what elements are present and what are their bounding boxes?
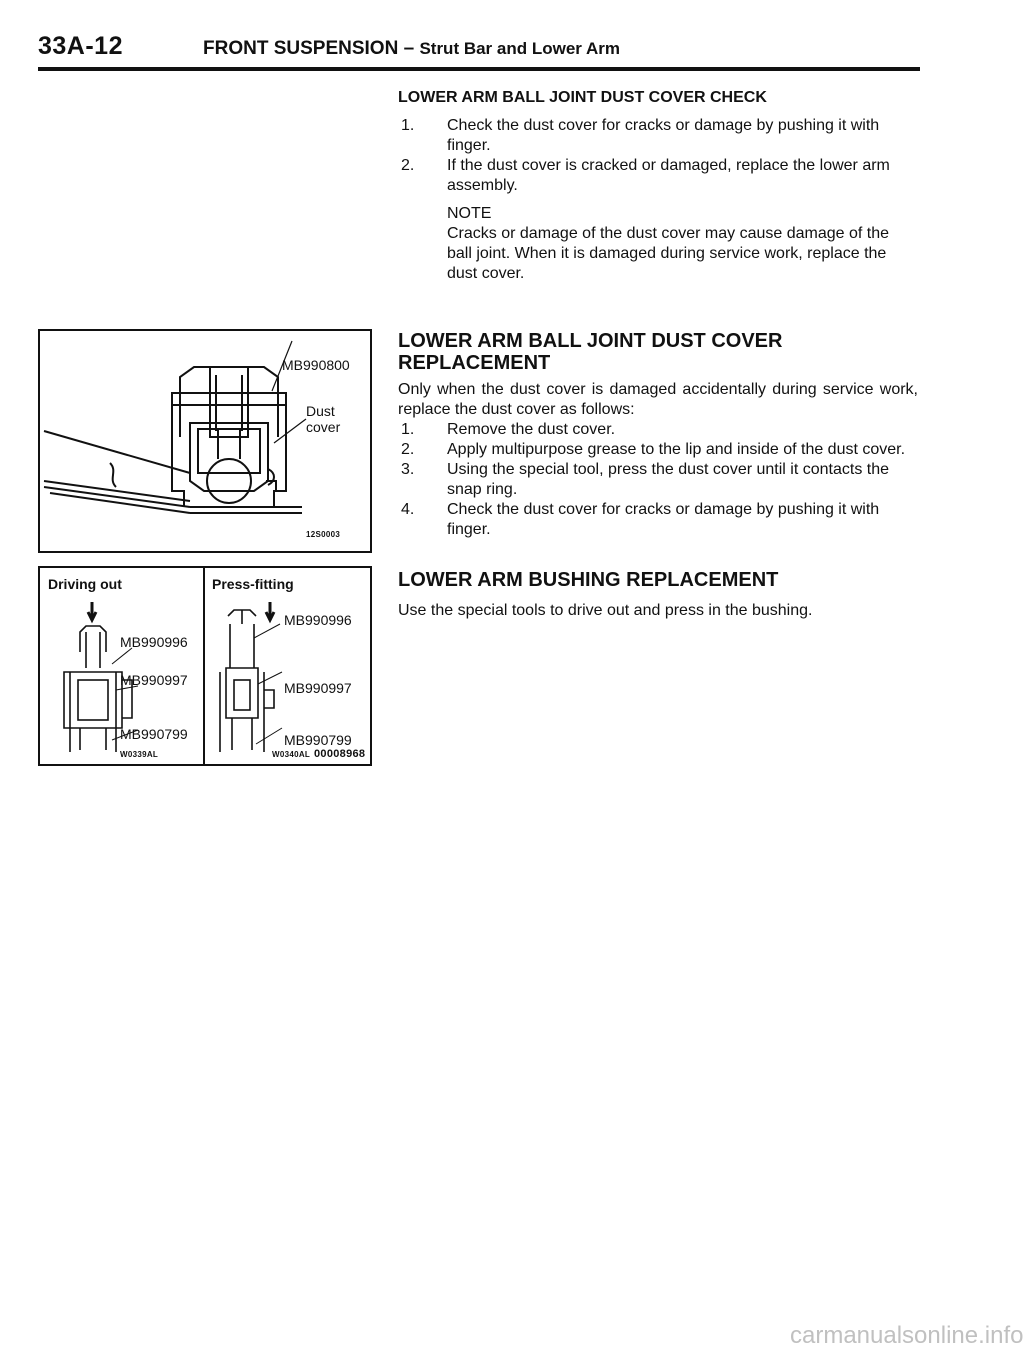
bushing-heading: LOWER ARM BUSHING REPLACEMENT [398,569,779,591]
step-number: 1. [401,421,415,438]
replacement-section [398,330,918,540]
figure-code: 12S0003 [306,530,341,539]
left-label-mb990996: MB990996 [120,634,188,650]
watermark: carmanualsonline.info [790,1322,1023,1349]
driving-out-title: Driving out [48,576,122,592]
replacement-step-2 [398,440,918,460]
left-label-mb990799: MB990799 [120,726,188,742]
right-figure-code-2: 00008968 [314,748,366,760]
step-number: 1. [401,117,415,134]
right-label-mb990997: MB990997 [284,680,352,696]
left-figure-code: W0339AL [120,750,159,759]
step-text: Remove the dust cover. [447,421,616,438]
step-text: Check the dust cover for cracks or damage by pushing it with finger. [447,501,880,538]
replacement-step-4 [398,500,918,540]
step-text: Apply multipurpose grease to the lip and inside of the dust cover. [447,441,906,458]
replacement-heading-line2: REPLACEMENT [398,352,551,374]
press-fitting-title: Press-fitting [212,576,294,592]
right-figure-code: W0340AL [272,750,311,759]
step-text: Using the special tool, press the dust cover until it contacts the snap ring. [447,461,890,498]
step-text: If the dust cover is cracked or damaged, replace the lower arm assembly. [447,157,890,194]
note-label: NOTE [447,205,492,222]
check-section [398,88,918,284]
tool-label: MB990800 [282,357,350,373]
step-number: 2. [401,441,415,458]
check-step-2 [398,156,918,196]
page-title [203,38,620,60]
right-label-mb990996: MB990996 [284,612,352,628]
replacement-step-1 [398,420,918,440]
page-header [38,32,920,70]
figure-bushing-tools [38,566,372,766]
right-label-mb990799: MB990799 [284,732,352,748]
title-dash: – [398,38,420,59]
step-number: 3. [401,461,415,478]
note-text: Cracks or damage of the dust cover may cause damage of the ball joint. When it is damaged during service work, replace the dust cover. [447,225,890,282]
note-block [398,204,918,284]
left-label-mb990997: MB990997 [120,672,188,688]
cover-label: cover [306,419,341,435]
header-rule [38,67,920,71]
check-heading: LOWER ARM BALL JOINT DUST COVER CHECK [398,89,767,106]
step-number: 2. [401,157,415,174]
figure-dust-cover-installation [38,329,372,553]
bushing-section [398,569,918,621]
check-step-1 [398,116,918,156]
page-number: 33A-12 [38,32,123,60]
step-number: 4. [401,501,415,518]
section-title: FRONT SUSPENSION [203,38,399,59]
step-text: Check the dust cover for cracks or damage by pushing it with finger. [447,117,880,154]
replacement-intro: Only when the dust cover is damaged accidentally during service work, replace the dust cover as follows: [398,381,918,418]
bushing-text: Use the special tools to drive out and press in the bushing. [398,602,813,619]
subsection-title: Strut Bar and Lower Arm [419,39,621,58]
replacement-heading-line1: LOWER ARM BALL JOINT DUST COVER [398,330,783,352]
dust-label: Dust [306,403,335,419]
replacement-step-3 [398,460,918,500]
